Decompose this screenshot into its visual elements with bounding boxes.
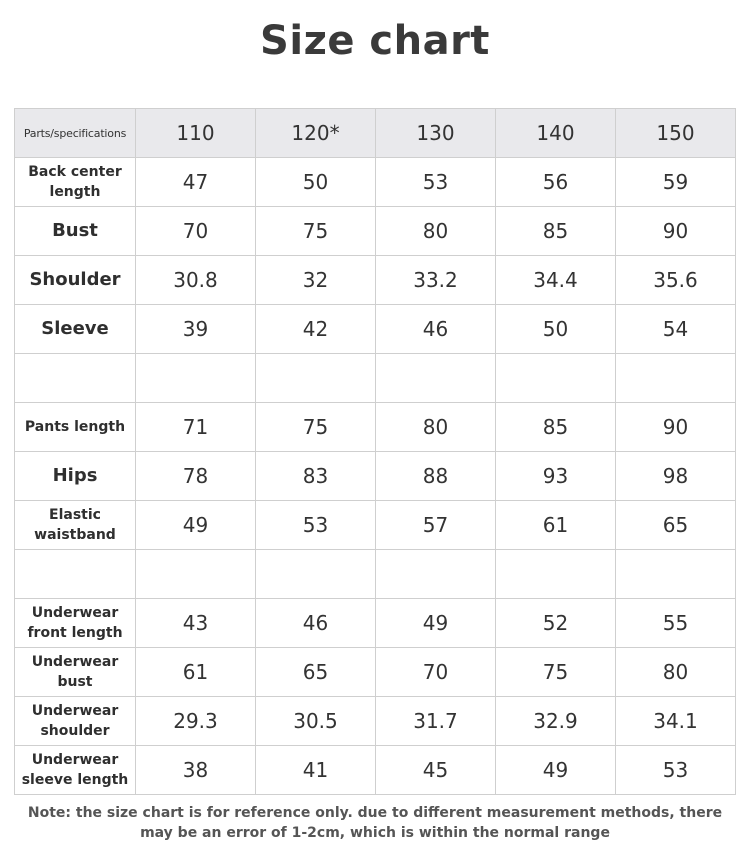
table-cell: 61 <box>136 648 256 697</box>
table-header-row <box>15 109 736 158</box>
table-spacer-row <box>15 354 736 403</box>
table-cell: 49 <box>376 599 496 648</box>
row-label <box>15 501 136 550</box>
table-cell: 29.3 <box>136 697 256 746</box>
table-row <box>15 158 736 207</box>
table-cell <box>256 550 376 599</box>
table-row <box>15 207 736 256</box>
table-cell: 70 <box>136 207 256 256</box>
table-cell: 80 <box>376 403 496 452</box>
row-label-line: waistband <box>34 527 116 543</box>
table-cell: 59 <box>616 158 736 207</box>
table-cell <box>616 550 736 599</box>
row-label-line: Pants length <box>24 419 126 435</box>
table-cell: 47 <box>136 158 256 207</box>
row-label-line: front length <box>27 625 123 641</box>
table-cell: 41 <box>256 746 376 795</box>
row-label <box>15 550 136 599</box>
page-title: Size chart <box>260 18 490 64</box>
table-cell: 85 <box>496 403 616 452</box>
row-label-line: Elastic <box>49 507 101 523</box>
table-cell <box>136 550 256 599</box>
size-chart-table <box>14 108 736 795</box>
row-label <box>15 697 136 746</box>
table-cell: 42 <box>256 305 376 354</box>
table-cell: 65 <box>256 648 376 697</box>
size-header: 110 <box>136 109 256 158</box>
row-label <box>15 256 136 305</box>
size-header: 120* <box>256 109 376 158</box>
table-cell <box>616 354 736 403</box>
table-cell: 57 <box>376 501 496 550</box>
table-cell: 32 <box>256 256 376 305</box>
row-label-line: Hips <box>52 465 98 486</box>
row-label <box>15 599 136 648</box>
row-label <box>15 746 136 795</box>
table-cell: 53 <box>616 746 736 795</box>
row-label <box>15 452 136 501</box>
row-label-line: Bust <box>52 220 98 241</box>
table-cell: 61 <box>496 501 616 550</box>
table-row <box>15 305 736 354</box>
table-cell: 49 <box>496 746 616 795</box>
table-cell: 50 <box>256 158 376 207</box>
table-cell: 90 <box>616 403 736 452</box>
table-body <box>15 158 736 795</box>
size-header: 150 <box>616 109 736 158</box>
table-row <box>15 697 736 746</box>
table-cell: 98 <box>616 452 736 501</box>
table-cell: 90 <box>616 207 736 256</box>
row-label <box>15 158 136 207</box>
row-label <box>15 648 136 697</box>
table-cell: 32.9 <box>496 697 616 746</box>
row-label-line: Underwear <box>31 752 119 768</box>
table-cell: 35.6 <box>616 256 736 305</box>
table-cell <box>496 550 616 599</box>
note-line: may be an error of 1-2cm, which is within the normal range <box>140 825 610 841</box>
table-row <box>15 746 736 795</box>
table-cell: 46 <box>256 599 376 648</box>
row-label-line: sleeve length <box>21 772 129 788</box>
table-cell: 80 <box>616 648 736 697</box>
table-cell: 49 <box>136 501 256 550</box>
size-header: 140 <box>496 109 616 158</box>
row-label-line: Sleeve <box>41 318 109 339</box>
table-cell: 53 <box>376 158 496 207</box>
table-cell <box>376 354 496 403</box>
table-spacer-row <box>15 550 736 599</box>
table-cell <box>136 354 256 403</box>
row-label-line: Shoulder <box>29 269 121 290</box>
table-cell: 53 <box>256 501 376 550</box>
table-cell: 75 <box>256 403 376 452</box>
row-label-line: Back center <box>28 164 122 180</box>
corner-header: Parts/specifications <box>15 109 136 158</box>
table-cell: 85 <box>496 207 616 256</box>
table-cell: 70 <box>376 648 496 697</box>
table-cell: 56 <box>496 158 616 207</box>
table-cell: 39 <box>136 305 256 354</box>
row-label <box>15 354 136 403</box>
table-cell <box>496 354 616 403</box>
table-cell: 45 <box>376 746 496 795</box>
table-cell: 78 <box>136 452 256 501</box>
row-label-line: shoulder <box>40 723 110 739</box>
row-label <box>15 305 136 354</box>
table-cell: 71 <box>136 403 256 452</box>
table-row <box>15 599 736 648</box>
row-label <box>15 403 136 452</box>
table-row <box>15 648 736 697</box>
table-cell: 93 <box>496 452 616 501</box>
table-row <box>15 501 736 550</box>
table-row <box>15 256 736 305</box>
table-cell: 88 <box>376 452 496 501</box>
table-cell: 75 <box>256 207 376 256</box>
table-cell: 83 <box>256 452 376 501</box>
table-cell: 30.5 <box>256 697 376 746</box>
table-cell: 34.1 <box>616 697 736 746</box>
table-cell: 38 <box>136 746 256 795</box>
table-cell: 33.2 <box>376 256 496 305</box>
table-row <box>15 403 736 452</box>
reference-note <box>0 803 750 843</box>
table-cell: 52 <box>496 599 616 648</box>
row-label-line: Underwear <box>31 703 119 719</box>
table-cell: 30.8 <box>136 256 256 305</box>
table-cell <box>376 550 496 599</box>
table-cell: 75 <box>496 648 616 697</box>
table-cell <box>256 354 376 403</box>
table-cell: 80 <box>376 207 496 256</box>
row-label-line: bust <box>57 674 93 690</box>
table-cell: 65 <box>616 501 736 550</box>
table-cell: 46 <box>376 305 496 354</box>
note-line: Note: the size chart is for reference only. due to different measurement methods, there <box>27 805 723 821</box>
table-cell: 31.7 <box>376 697 496 746</box>
row-label-line: length <box>49 184 101 200</box>
table-cell: 43 <box>136 599 256 648</box>
table-row <box>15 452 736 501</box>
table-cell: 50 <box>496 305 616 354</box>
row-label <box>15 207 136 256</box>
size-header: 130 <box>376 109 496 158</box>
row-label-line: Underwear <box>31 654 119 670</box>
row-label-line: Underwear <box>31 605 119 621</box>
table-cell: 55 <box>616 599 736 648</box>
table-cell: 54 <box>616 305 736 354</box>
table-cell: 34.4 <box>496 256 616 305</box>
